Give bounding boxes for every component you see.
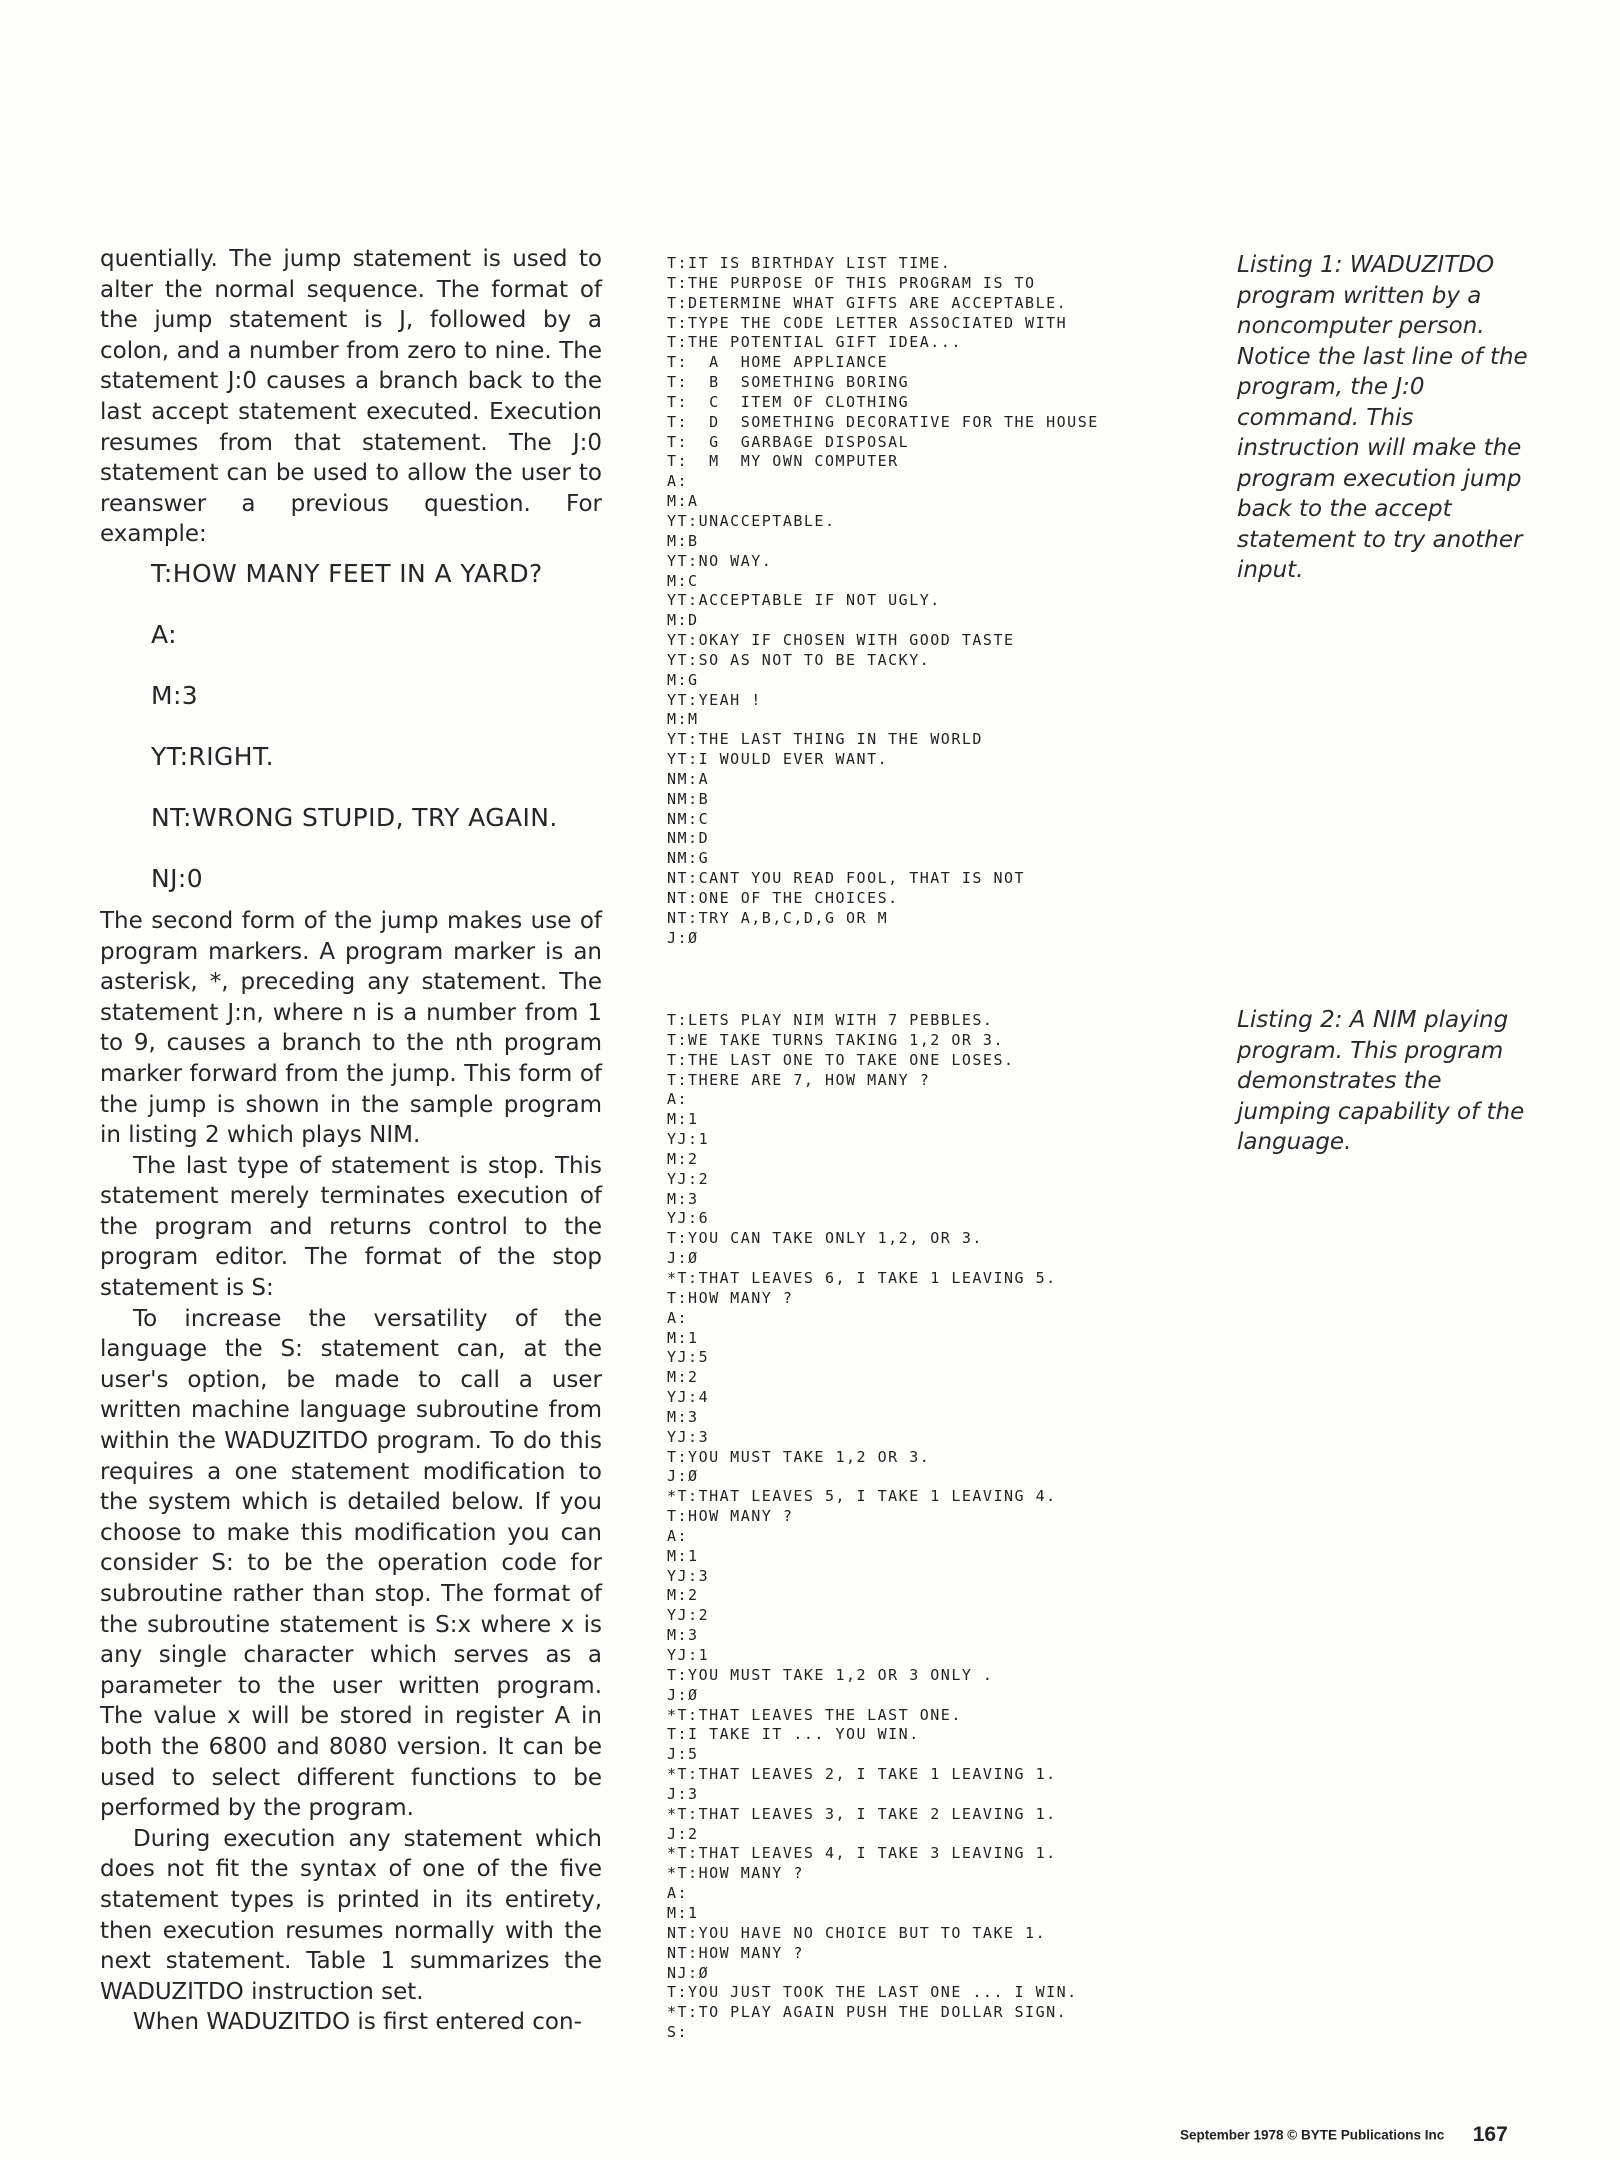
code-line: YJ:6 [667, 1209, 710, 1228]
listing-1-caption: Listing 1: WADUZITDO program written by a noncomputer person. Notice the last line of the program, the J:0 command. This instruction will make the program execution jump back to the accept statement to try another input. [1237, 252, 1528, 583]
code-line: A: [667, 1526, 689, 1545]
code-line: A: [667, 1308, 689, 1327]
code-line: *T:HOW MANY ? [667, 1864, 804, 1883]
code-line: T:I TAKE IT ... YOU WIN. [667, 1725, 920, 1744]
example-line: YT:RIGHT. [151, 741, 274, 771]
code-line: NM:G [667, 849, 710, 868]
page-footer [1180, 2123, 1508, 2147]
code-line: YJ:2 [667, 1606, 710, 1625]
code-line: T:IT IS BIRTHDAY LIST TIME. [667, 254, 952, 272]
code-line: *T:TO PLAY AGAIN PUSH THE DOLLAR SIGN. [667, 2003, 1068, 2022]
code-line: NM:D [667, 829, 710, 848]
code-line: YJ:3 [667, 1566, 710, 1585]
code-line: NJ:Ø [667, 1963, 710, 1982]
paragraph: When WADUZITDO is first entered con- [133, 2009, 582, 2036]
paragraph-group-before [100, 244, 602, 550]
paragraph: quentially. The jump statement is used to alter the normal sequence. The format of the jump statement is J, followed by a colon, and a number from zero to nine. The statement J:0 causes a branch back to the last accept statement executed. Execution resumes from that statement. The J:0 statement can be used to allow the user to reanswer a previous question. For example: [100, 246, 602, 548]
code-line: YT:I WOULD EVER WANT. [667, 750, 889, 769]
code-line: T:TYPE THE CODE LETTER ASSOCIATED WITH [667, 313, 1068, 332]
code-line: *T:THAT LEAVES THE LAST ONE. [667, 1705, 962, 1724]
code-line: NT:HOW MANY ? [667, 1943, 804, 1962]
code-line: J:Ø [667, 1685, 699, 1704]
code-line: M:A [667, 492, 699, 511]
code-line: NT:CANT YOU READ FOOL, THAT IS NOT [667, 869, 1026, 888]
code-line: M:2 [667, 1149, 699, 1168]
code-line: A: [667, 1090, 689, 1109]
code-line: S: [667, 2023, 689, 2042]
code-line: J:Ø [667, 928, 699, 947]
code-line: T:YOU MUST TAKE 1,2 OR 3 ONLY . [667, 1665, 994, 1684]
listing-2-caption: Listing 2: A NIM playing program. This program demonstrates the jumping capability of the language. [1237, 1007, 1525, 1155]
code-line: A: [667, 1884, 689, 1903]
code-line: NM:A [667, 769, 710, 788]
code-line: A: [667, 472, 689, 491]
paragraph: The last type of statement is stop. This statement merely terminates execution of the program and returns control to the program editor. The format of the stop statement is S: [100, 1152, 602, 1302]
code-line: YT:THE LAST THING IN THE WORLD [667, 730, 983, 749]
article-body [100, 244, 602, 2038]
page-number: 167 [1472, 2123, 1508, 2146]
code-line: NT:ONE OF THE CHOICES. [667, 889, 899, 907]
code-line: M:1 [667, 1903, 699, 1922]
code-line: T: A HOME APPLIANCE [667, 353, 889, 372]
code-line: T:LETS PLAY NIM WITH 7 PEBBLES. [667, 1011, 994, 1029]
code-line: J:Ø [667, 1467, 699, 1486]
example-code-block [151, 550, 602, 906]
code-line: M:D [667, 611, 699, 630]
code-line: T:DETERMINE WHAT GIFTS ARE ACCEPTABLE. [667, 293, 1068, 312]
code-line: T:HOW MANY ? [667, 1507, 794, 1526]
code-line: *T:THAT LEAVES 4, I TAKE 3 LEAVING 1. [667, 1844, 1057, 1863]
code-line: *T:THAT LEAVES 3, I TAKE 2 LEAVING 1. [667, 1804, 1057, 1823]
code-line: J:3 [667, 1784, 699, 1803]
code-line: YT:OKAY IF CHOSEN WITH GOOD TASTE [667, 631, 1015, 650]
code-line: NT:TRY A,B,C,D,G OR M [667, 908, 889, 927]
code-line: YJ:5 [667, 1348, 710, 1367]
code-line: M:C [667, 571, 699, 590]
code-line: T:YOU MUST TAKE 1,2 OR 3. [667, 1447, 931, 1466]
listing-1-code [667, 254, 1197, 949]
example-line: NT:WRONG STUPID, TRY AGAIN. [151, 802, 558, 832]
code-line: T: G GARBAGE DISPOSAL [667, 432, 910, 451]
code-line: T: M MY OWN COMPUTER [667, 452, 899, 471]
code-line: YJ:1 [667, 1646, 710, 1664]
code-line: YJ:1 [667, 1130, 710, 1149]
example-line: T:HOW MANY FEET IN A YARD? [151, 558, 543, 588]
code-line: T:WE TAKE TURNS TAKING 1,2 OR 3. [667, 1030, 1004, 1049]
code-line: YT:SO AS NOT TO BE TACKY. [667, 650, 931, 669]
paragraph: During execution any statement which does not fit the syntax of one of the five statement types is printed in its entirety, then execution resumes normally with the next statement. Table 1 summarizes the WADUZITDO instruction set. [100, 1825, 602, 2005]
code-line: T: B SOMETHING BORING [667, 373, 910, 392]
code-line: M:B [667, 531, 699, 550]
example-line: A: [151, 619, 177, 649]
code-line: YT:YEAH ! [667, 690, 762, 709]
code-line: *T:THAT LEAVES 5, I TAKE 1 LEAVING 4. [667, 1487, 1057, 1506]
example-line: NJ:0 [151, 863, 204, 893]
code-line: M:M [667, 710, 699, 729]
code-line: M:1 [667, 1328, 699, 1347]
code-line: M:2 [667, 1586, 699, 1605]
code-line: M:2 [667, 1368, 699, 1387]
code-line: M:3 [667, 1407, 699, 1426]
code-line: J:5 [667, 1745, 699, 1764]
code-line: NM:B [667, 789, 710, 808]
example-line: M:3 [151, 680, 199, 710]
code-line: YT:UNACCEPTABLE. [667, 511, 836, 530]
code-line: T:HOW MANY ? [667, 1288, 794, 1307]
code-line: YJ:3 [667, 1427, 710, 1446]
code-line: NT:YOU HAVE NO CHOICE BUT TO TAKE 1. [667, 1923, 1047, 1942]
code-line: T:YOU CAN TAKE ONLY 1,2, OR 3. [667, 1229, 983, 1248]
code-line: J:Ø [667, 1249, 699, 1268]
paragraph: The second form of the jump makes use of program markers. A program marker is an asterisk, *, preceding any statement. The statement J:n, where n is a number from 1 to 9, causes a branch to the nth program marker forward from the jump. This form of the jump is shown in the sample program in listing 2 which plays NIM. [100, 907, 602, 1149]
listing-2-code [667, 1011, 1197, 2043]
code-line: NM:C [667, 809, 710, 828]
code-line: T:THE POTENTIAL GIFT IDEA... [667, 333, 962, 352]
code-line: YT:ACCEPTABLE IF NOT UGLY. [667, 591, 941, 610]
code-line: M:3 [667, 1626, 699, 1645]
code-line: M:3 [667, 1189, 699, 1208]
code-line: T:YOU JUST TOOK THE LAST ONE ... I WIN. [667, 1983, 1078, 2002]
code-line: YJ:4 [667, 1388, 710, 1407]
code-line: J:2 [667, 1824, 699, 1843]
code-line: T:THE LAST ONE TO TAKE ONE LOSES. [667, 1050, 1015, 1069]
footer-publication-line: September 1978 © BYTE Publications Inc [1180, 2127, 1445, 2143]
code-line: T:THE PURPOSE OF THIS PROGRAM IS TO [667, 273, 1036, 292]
code-line: T:THERE ARE 7, HOW MANY ? [667, 1070, 931, 1089]
code-line: *T:THAT LEAVES 6, I TAKE 1 LEAVING 5. [667, 1268, 1057, 1287]
code-line: T: C ITEM OF CLOTHING [667, 392, 910, 411]
code-line: T: D SOMETHING DECORATIVE FOR THE HOUSE [667, 412, 1099, 431]
code-line: M:1 [667, 1546, 699, 1565]
code-line: M:G [667, 670, 699, 689]
code-line: YJ:2 [667, 1169, 710, 1188]
paragraph-group-after [100, 906, 602, 2038]
code-line: *T:THAT LEAVES 2, I TAKE 1 LEAVING 1. [667, 1765, 1057, 1784]
code-line: YT:NO WAY. [667, 551, 773, 570]
paragraph: To increase the versatility of the language the S: statement can, at the user's option, be made to call a user written machine language subroutine from within the WADUZITDO program. To do this requires a one statement modification to the system which is detailed below. If you choose to make this modification you can consider S: to be the operation code for subroutine rather than stop. The format of the subroutine statement is S:x where x is any single character which serves as a parameter to the user written program. The value x will be stored in register A in both the 6800 and 8080 version. It can be used to select different functions to be performed by the program. [100, 1305, 602, 1822]
code-line: M:1 [667, 1110, 699, 1129]
